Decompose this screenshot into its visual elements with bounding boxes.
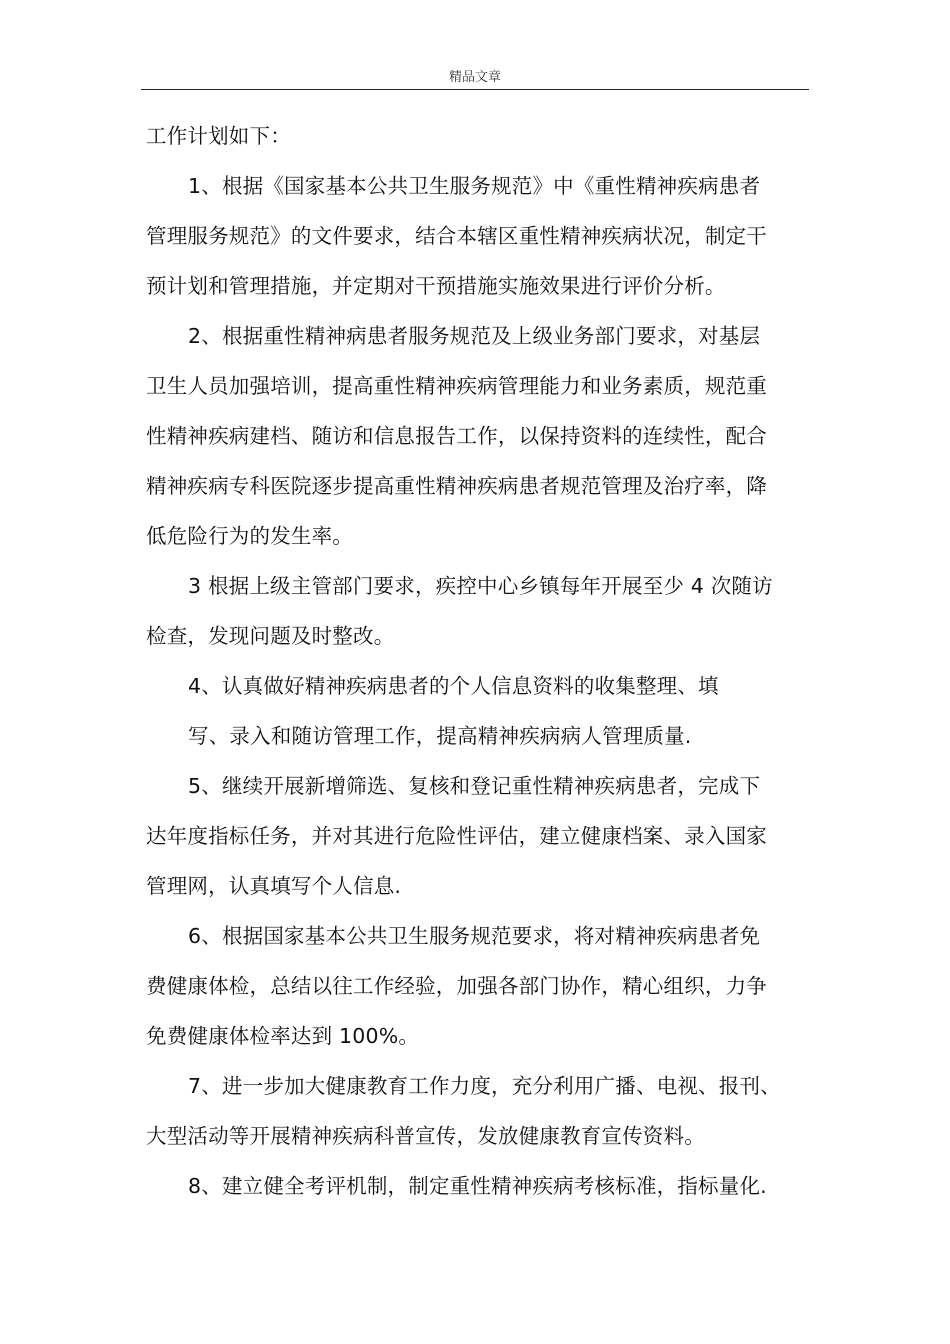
text-line: 8、建立健全考评机制，制定重性精神疾病考核标准，指标量化. [188, 1174, 767, 1198]
page-header [141, 66, 809, 90]
text-line: 检查，发现问题及时整改。 [146, 624, 395, 648]
text-line: 预计划和管理措施，并定期对干预措施实施效果进行评价分析。 [146, 274, 726, 298]
text-line: 达年度指标任务，并对其进行危险性评估，建立健康档案、录入国家 [146, 824, 767, 848]
text-line: 2、根据重性精神病患者服务规范及上级业务部门要求，对基层 [188, 324, 761, 348]
text-line: 低危险行为的发生率。 [146, 524, 353, 548]
text-line: 管理服务规范》的文件要求，结合本辖区重性精神疾病状况，制定干 [146, 224, 767, 248]
text-line: 写、录入和随访管理工作，提高精神疾病病人管理质量. [188, 724, 692, 748]
document-body [146, 111, 808, 1211]
text-line: 5、继续开展新增筛选、复核和登记重性精神疾病患者，完成下 [188, 774, 761, 798]
text-line: 3 根据上级主管部门要求，疾控中心乡镇每年开展至少 4 次随访 [188, 574, 773, 598]
text-line: 工作计划如下： [146, 124, 291, 148]
text-line: 费健康体检，总结以往工作经验，加强各部门协作，精心组织，力争 [146, 974, 767, 998]
text-line: 性精神疾病建档、随访和信息报告工作，以保持资料的连续性，配合 [146, 424, 767, 448]
text-line: 1、根据《国家基本公共卫生服务规范》中《重性精神疾病患者 [188, 174, 761, 198]
text-line: 免费健康体检率达到 100%。 [146, 1024, 420, 1048]
text-line: 4、认真做好精神疾病患者的个人信息资料的收集整理、填 [188, 674, 719, 698]
text-line: 6、根据国家基本公共卫生服务规范要求，将对精神疾病患者免 [188, 924, 761, 948]
text-line: 卫生人员加强培训，提高重性精神疾病管理能力和业务素质，规范重 [146, 374, 767, 398]
text-line: 精神疾病专科医院逐步提高重性精神疾病患者规范管理及治疗率，降 [146, 474, 767, 498]
text-line: 管理网，认真填写个人信息. [146, 874, 402, 898]
text-line: 7、进一步加大健康教育工作力度，充分利用广播、电视、报刊、 [188, 1074, 781, 1098]
header-title: 精品文章 [448, 70, 501, 85]
text-line: 大型活动等开展精神疾病科普宣传，发放健康教育宣传资料。 [146, 1124, 705, 1148]
